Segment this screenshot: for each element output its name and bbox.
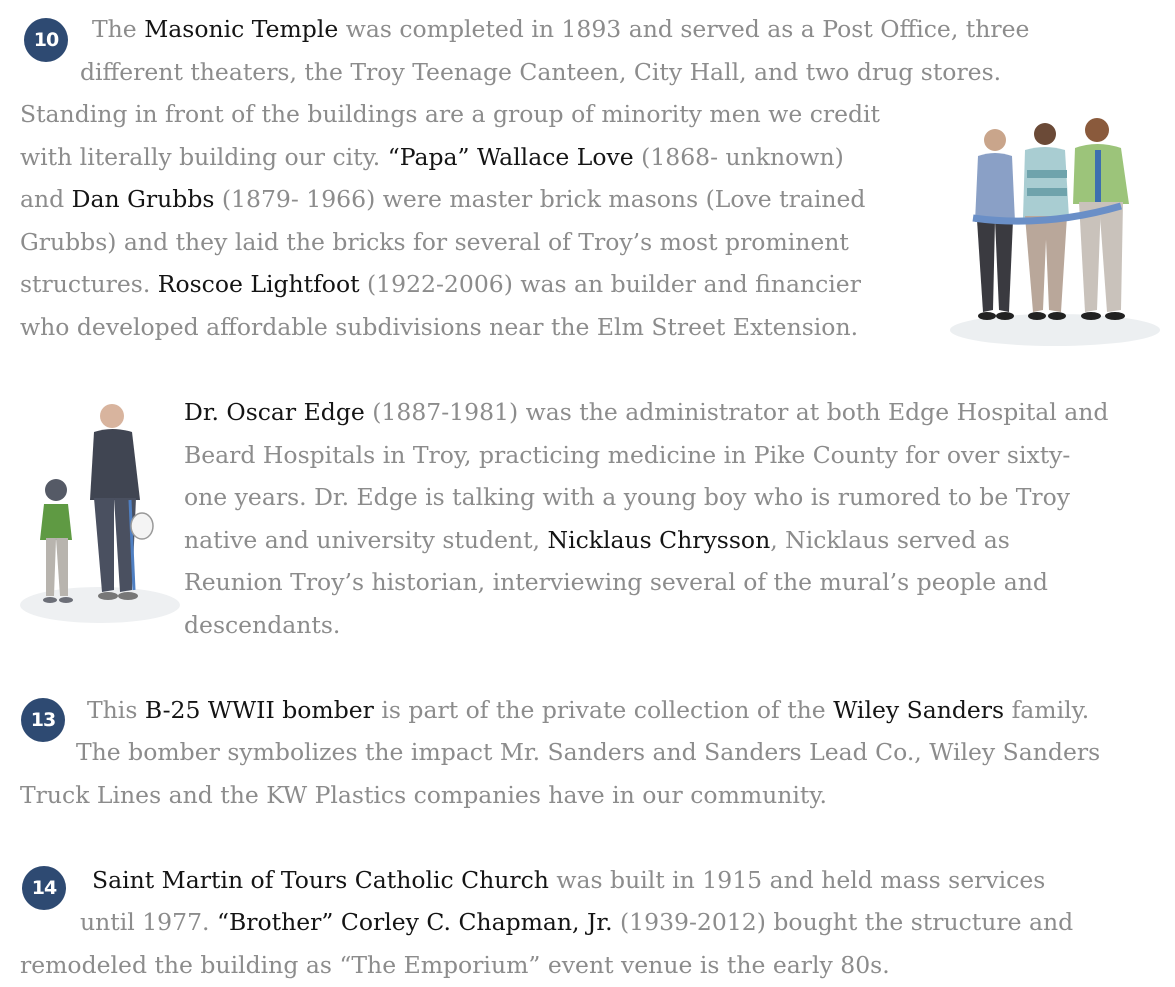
text-run: , Nicklaus served as <box>770 526 1010 554</box>
paragraph-line <box>20 950 890 980</box>
text-run: Grubbs) and they laid the bricks for several of Troy’s most prominent <box>20 228 849 256</box>
text-run: and <box>20 185 72 213</box>
paragraph-line <box>92 14 1029 44</box>
text-run: was completed in 1893 and served as a Post Office, three <box>338 15 1030 43</box>
text-run: who developed affordable subdivisions near the Elm Street Extension. <box>20 313 859 341</box>
text-run: This <box>87 696 145 724</box>
text-run: one years. Dr. Edge is talking with a young boy who is rumored to be Troy <box>184 483 1071 511</box>
text-run: remodeled the building as “The Emporium” event venue is the early 80s. <box>20 951 890 979</box>
entry-number-badge: 10 <box>24 18 68 62</box>
text-run: with literally building our city. <box>20 143 388 171</box>
paragraph-line <box>20 780 827 810</box>
paragraph-line <box>184 440 1070 470</box>
paragraph-line <box>80 57 1001 87</box>
text-run: is part of the private collection of the <box>373 696 834 724</box>
highlighted-name: Roscoe Lightfoot <box>157 270 360 298</box>
text-run: The bomber symbolizes the impact Mr. Sanders and Sanders Lead Co., Wiley Sanders <box>76 738 1101 766</box>
text-run: (1939-2012) bought the structure and <box>612 908 1074 936</box>
highlighted-name: “Brother” Corley C. Chapman, Jr. <box>216 908 613 936</box>
paragraph-line <box>92 865 1045 895</box>
text-run: (1879- 1966) were master brick masons (Love trained <box>214 185 866 213</box>
text-run: Truck Lines and the KW Plastics companies have in our community. <box>20 781 827 809</box>
highlighted-name: Masonic Temple <box>144 15 339 43</box>
paragraph-line <box>184 610 340 640</box>
paragraph-line <box>184 397 1108 427</box>
text-run: structures. <box>20 270 158 298</box>
paragraph-line <box>20 184 865 214</box>
highlighted-name: Saint Martin of Tours Catholic Church <box>92 866 549 894</box>
paragraph-line <box>80 907 1073 937</box>
paragraph-line <box>87 695 1089 725</box>
text-run: until 1977. <box>80 908 217 936</box>
paragraph-line <box>184 525 1010 555</box>
text-run: family. <box>1004 696 1090 724</box>
paragraph-line <box>184 482 1070 512</box>
doctor-and-boy-illustration <box>10 390 180 630</box>
paragraph-line <box>20 227 849 257</box>
paragraph-line <box>184 567 1048 597</box>
text-run: Standing in front of the buildings are a group of minority men we credit <box>20 100 880 128</box>
paragraph-line <box>76 737 1100 767</box>
paragraph-line <box>20 142 844 172</box>
entry-number-badge: 14 <box>22 866 66 910</box>
highlighted-name: “Papa” Wallace Love <box>387 143 634 171</box>
text-run: native and university student, <box>184 526 548 554</box>
text-run: The <box>92 15 145 43</box>
highlighted-name: B-25 WWII bomber <box>144 696 374 724</box>
highlighted-name: Wiley Sanders <box>833 696 1005 724</box>
text-run: Reunion Troy’s historian, interviewing several of the mural’s people and <box>184 568 1048 596</box>
text-run: (1887-1981) was the administrator at both Edge Hospital and <box>364 398 1109 426</box>
three-men-illustration <box>945 100 1165 350</box>
text-run: was built in 1915 and held mass services <box>548 866 1046 894</box>
paragraph-line <box>20 99 880 129</box>
highlighted-name: Dan Grubbs <box>71 185 215 213</box>
paragraph-line <box>20 269 861 299</box>
highlighted-name: Dr. Oscar Edge <box>184 398 365 426</box>
paragraph-line <box>20 312 858 342</box>
text-run: different theaters, the Troy Teenage Canteen, City Hall, and two drug stores. <box>80 58 1002 86</box>
text-run: (1922-2006) was an builder and financier <box>359 270 861 298</box>
text-run: (1868- unknown) <box>633 143 844 171</box>
entry-number-badge: 13 <box>21 698 65 742</box>
highlighted-name: Nicklaus Chrysson <box>547 526 771 554</box>
text-run: descendants. <box>184 611 341 639</box>
text-run: Beard Hospitals in Troy, practicing medicine in Pike County for over sixty- <box>184 441 1071 469</box>
